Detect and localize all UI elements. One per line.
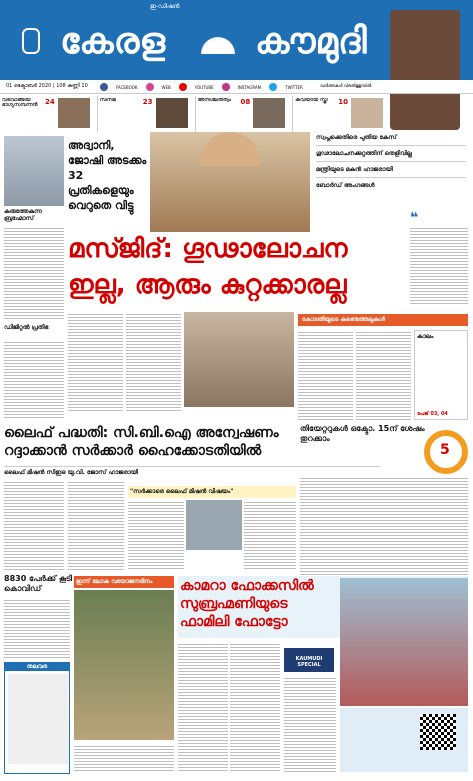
teaser-page: 23 (142, 98, 153, 106)
social-web[interactable]: WEB (161, 84, 171, 90)
date-line: 01 ഒക്ടോബർ 2020 | 108 കണ്ണി 10 (6, 83, 88, 89)
second-lead-body-2 (68, 480, 124, 570)
lead-kicker: അദ്വാനി, ജോഷി അടക്കം 32 പ്രതികളെയും വെറുതെ വിട്ടു (68, 139, 147, 212)
youtube-icon[interactable] (179, 83, 187, 91)
mid-photo (186, 500, 242, 550)
teaser-item[interactable] (293, 96, 390, 132)
camera-text-2 (230, 642, 280, 772)
quote-column (410, 210, 468, 310)
oldage-caption (74, 744, 174, 772)
social-twitter[interactable]: TWITTER (285, 84, 303, 90)
camera-headline-2: സുബ്രഹ്മണിയുടെ (180, 596, 288, 612)
left-column-text (4, 226, 64, 320)
covid-text (4, 598, 70, 658)
mid-body-2 (244, 500, 296, 570)
camera-text-1 (178, 642, 228, 772)
side-box (414, 330, 468, 420)
second-lead-body-1 (4, 480, 64, 570)
cartoon (8, 674, 68, 764)
kaumudi-special-badge: KAUMUDI SPECIAL (284, 648, 334, 672)
teaser-text: സിനിമ (99, 98, 116, 103)
logo-lamp-icon (198, 18, 238, 54)
camera-headline-1: കാമറാ ഫോക്കസിൽ (180, 578, 314, 594)
lead-body-col-2 (126, 312, 181, 412)
side-story-title: കോടതിയുടെ കണ്ടെത്തലുകൾ (298, 314, 468, 326)
masthead-tagline: ഇ-ഡിഷൻ (150, 3, 180, 10)
right-promo: വാർത്തകൾ വിരൽത്തുമ്പിൽ (320, 83, 372, 88)
thalavara-box (4, 662, 70, 774)
left-column-title: കരുത്തേകുന്ന ബ്രഹ്മോസ് (4, 208, 42, 222)
teaser-item[interactable] (0, 96, 98, 132)
teaser-photo (156, 98, 188, 128)
second-lead-sub: ലൈഫ് മിഷൻ സിഇഒ യു.വി. ജോസ് ഹാജരായി (4, 466, 380, 477)
teaser-page: 24 (45, 98, 55, 106)
bullet-item[interactable]: ഗൂഢാലോചനക്കുറ്റത്തിന് തെളിവില്ല (316, 150, 466, 162)
mid-body-1 (128, 500, 184, 570)
side-story-text-1 (298, 330, 353, 420)
facebook-icon[interactable] (100, 83, 108, 91)
teaser-page: 10 (338, 98, 348, 106)
mid-quote: "സർക്കാരെ ലൈഫ് മിഷൻ വിഷയം" (128, 486, 296, 498)
theatre-headline: തിയേറ്ററുകൾ ഒക്ടോ. 15ന് ശേഷം തുറക്കാം (300, 424, 425, 443)
teaser-photo (253, 98, 285, 128)
touch-icon (22, 28, 40, 54)
teaser-page: 08 (240, 98, 251, 106)
teaser-photo (58, 98, 90, 128)
lead-headline-1: മസ്ജിദ്: ഗൂഢാലോചന (68, 234, 348, 264)
covid-title: 8830 പേർക്ക് കൂടി കൊവിഡ് (4, 574, 73, 593)
quote-text (410, 226, 468, 306)
side-story-text-2 (356, 330, 411, 420)
camera-text-3 (284, 676, 336, 772)
lead-headline-2: ഇല്ല, ആരും കുറ്റക്കാരല്ല (68, 270, 347, 300)
qr-icon[interactable] (420, 714, 456, 750)
missile-photo (4, 136, 64, 206)
quote-icon: ❝ (410, 210, 419, 226)
bullet-item[interactable]: ബോർഡ് അംഗങ്ങൾ (316, 182, 375, 189)
side-box-title: കാലം (417, 333, 434, 340)
camera-photo (340, 578, 468, 706)
camera-headline-3: ഫാമിലി ഫോട്ടോ (180, 614, 288, 630)
oldage-title: ഇന്ന് ലോക വയോജനദിനം (74, 576, 174, 588)
teaser-item[interactable] (196, 96, 294, 132)
bullet-item[interactable]: മന്ത്രിയുടെ മകൻ ഹാജരായി (316, 166, 466, 178)
bullet-item[interactable]: സ്വപ്നക്കെതിരെ പുതിയ കേസ് (316, 134, 466, 146)
teaser-item[interactable] (98, 96, 196, 132)
teaser-text: വിടവാങ്ങിയ ഭാഗ്യസമ്പന്നൻ (2, 98, 38, 108)
left-column-text-2 (4, 340, 64, 420)
instagram-icon[interactable] (222, 83, 230, 91)
masthead-promo-photo (390, 10, 460, 130)
twitter-icon[interactable] (269, 83, 277, 91)
oldage-photo (74, 590, 174, 740)
second-lead-headline-1: ലൈഫ് പദ്ധതി: സി.ബി.ഐ അന്വേഷണം (4, 425, 279, 441)
masthead-title-right: കൗമുദി (255, 20, 367, 62)
lead-body-col-1 (68, 312, 123, 412)
web-icon[interactable] (146, 83, 154, 91)
teaser-strip (0, 96, 390, 132)
teaser-photo (351, 98, 383, 128)
social-facebook[interactable]: FACEBOOK (116, 84, 138, 90)
theatre-number: 5 (440, 442, 450, 458)
teaser-text: അനിശ്ചിതത്വം (197, 98, 232, 103)
lead-photo-2 (184, 312, 294, 407)
social-instagram[interactable]: INSTAGRAM (237, 84, 262, 90)
teaser-text: കവിയായ സ്ത്രീ (295, 98, 328, 103)
side-box-sub: പേജ് 03, 04 (417, 411, 448, 417)
thalavara-title: തലവര (5, 663, 69, 671)
left-column-subtitle: ഡിജിറ്റൽ പ്രതിഭ (4, 324, 49, 331)
second-lead-headline-2: റദ്ദാക്കാൻ സർക്കാർ ഹൈക്കോടതിയിൽ (4, 443, 262, 459)
social-youtube[interactable]: YOUTUBE (194, 84, 214, 90)
social-links (100, 82, 320, 92)
masthead-title-left: കേരള (60, 20, 166, 62)
